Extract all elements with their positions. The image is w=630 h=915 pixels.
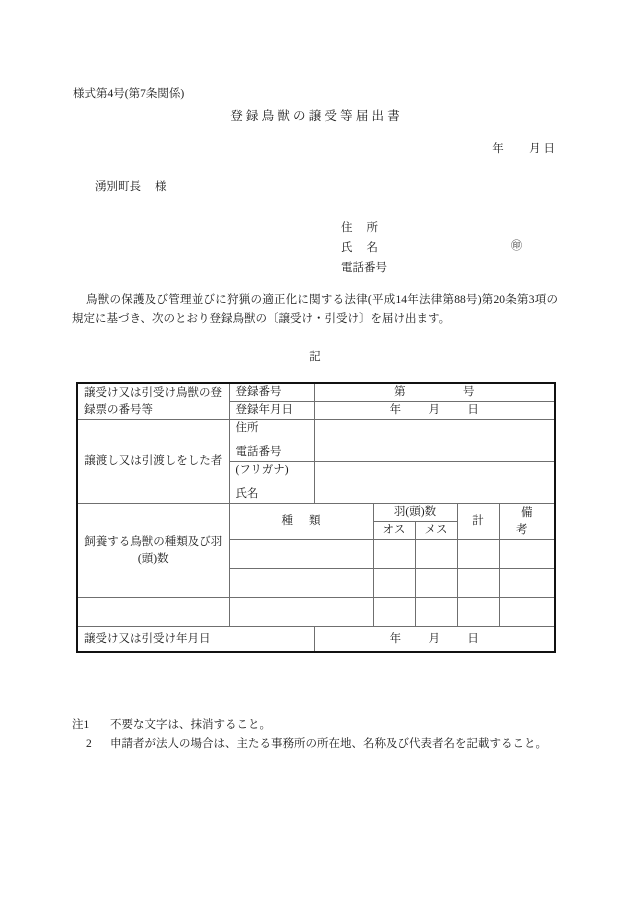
animals-header-male: オス: [373, 522, 415, 540]
date-year-label: 年: [492, 143, 504, 155]
registration-date-month-label: 月: [428, 404, 441, 416]
animals-remarks-cell[interactable]: [499, 540, 555, 569]
registration-date-year-label: 年: [389, 404, 402, 416]
seal-icon: ㊞: [511, 240, 522, 252]
receipt-date-day-label: 日: [467, 632, 479, 645]
registration-number-value-cell[interactable]: [314, 383, 555, 402]
transferor-furigana-label: (フリガナ): [235, 464, 289, 476]
applicant-phone-row: [341, 258, 397, 278]
date-day-label: 日: [543, 143, 555, 155]
transferor-address-phone-value-cell[interactable]: [314, 420, 555, 462]
note-marker: 注1: [72, 719, 90, 731]
registration-date-day-label: 日: [467, 404, 479, 416]
note-text: 不要な文字は、抹消すること。: [110, 719, 271, 731]
document-title: 登録鳥獣の譲受等届出書: [230, 109, 403, 123]
transferor-name-label: 氏名: [235, 488, 259, 500]
applicant-name-label: 氏名: [341, 242, 392, 254]
transferor-label-cell: 譲渡し又は引渡しをした者: [77, 420, 229, 504]
applicant-name-row: [341, 238, 522, 258]
animals-male-cell[interactable]: [373, 540, 415, 569]
animals-header-species: 種類: [229, 504, 373, 540]
transferor-furigana-name-label-cell: [229, 462, 314, 504]
animals-female-cell[interactable]: [415, 598, 457, 627]
animals-label-spacer: [77, 598, 229, 627]
table-row: [77, 383, 555, 402]
note-marker: 2: [86, 738, 92, 750]
applicant-address-row: [341, 218, 397, 238]
animals-total-cell[interactable]: [457, 540, 499, 569]
submission-date-line: [0, 140, 555, 156]
animals-species-cell[interactable]: [229, 598, 373, 627]
registration-number-suffix: 号: [462, 386, 475, 398]
animals-total-cell[interactable]: [457, 569, 499, 598]
animals-header-count-group: 羽(頭)数: [373, 504, 457, 522]
transferor-name-value-cell[interactable]: [314, 462, 555, 504]
transferor-phone-label: 電話番号: [235, 446, 282, 458]
applicant-address-label: 住所: [341, 222, 392, 234]
animals-total-cell[interactable]: [457, 598, 499, 627]
addressee-office: 湧別町長: [95, 181, 141, 193]
receipt-date-label: 譲受け又は引受け年月日: [77, 627, 314, 653]
receipt-date-year-label: 年: [389, 632, 402, 645]
animals-female-cell[interactable]: [415, 569, 457, 598]
form-number: 様式第4号(第7条関係): [73, 88, 185, 100]
addressee: [95, 178, 167, 194]
applicant-block: [341, 218, 522, 278]
animals-header-total: 計: [457, 504, 499, 540]
registration-number-prefix: 第: [394, 386, 406, 398]
date-month-label: 月: [529, 143, 541, 155]
registration-form-table: [76, 382, 556, 653]
animals-remarks-cell[interactable]: [499, 598, 555, 627]
notes-section: [72, 716, 564, 754]
table-row: [77, 598, 555, 627]
receipt-date-value-cell[interactable]: [314, 627, 555, 653]
registration-number-label: 登録番号: [229, 383, 314, 402]
animals-male-cell[interactable]: [373, 598, 415, 627]
applicant-phone-label: 電話番号: [341, 262, 387, 274]
ki-marker: 記: [309, 351, 321, 363]
body-paragraph: 鳥獣の保護及び管理並びに狩猟の適正化に関する法律(平成14年法律第88号)第20条第3項の規定に基づき、次のとおり登録鳥獣の〔譲受け・引受け〕を届け出ます。: [72, 294, 558, 325]
transferor-address-label: 住所: [235, 422, 259, 434]
note-text: 申請者が法人の場合は、主たる事務所の所在地、名称及び代表者名を記載すること。: [110, 738, 547, 750]
animals-header-remarks: 備考: [499, 504, 555, 540]
animals-header-female: メス: [415, 522, 457, 540]
table-row: [77, 627, 555, 653]
animals-male-cell[interactable]: [373, 569, 415, 598]
table-row: [77, 504, 555, 522]
transferor-address-phone-label-cell: [229, 420, 314, 462]
registration-date-label: 登録年月日: [229, 402, 314, 420]
animals-remarks-cell[interactable]: [499, 569, 555, 598]
registration-label-cell: 譲受け又は引受け鳥獣の登録票の番号等: [77, 383, 229, 420]
table-row: [77, 420, 555, 462]
animals-species-cell[interactable]: [229, 540, 373, 569]
animals-label-cell: 飼養する鳥獣の種類及び羽(頭)数: [77, 504, 229, 598]
animals-female-cell[interactable]: [415, 540, 457, 569]
receipt-date-month-label: 月: [428, 632, 441, 645]
addressee-honorific: 様: [155, 181, 167, 193]
registration-date-value-cell[interactable]: [314, 402, 555, 420]
note-item: [72, 735, 564, 754]
note-item: [72, 716, 564, 735]
animals-species-cell[interactable]: [229, 569, 373, 598]
